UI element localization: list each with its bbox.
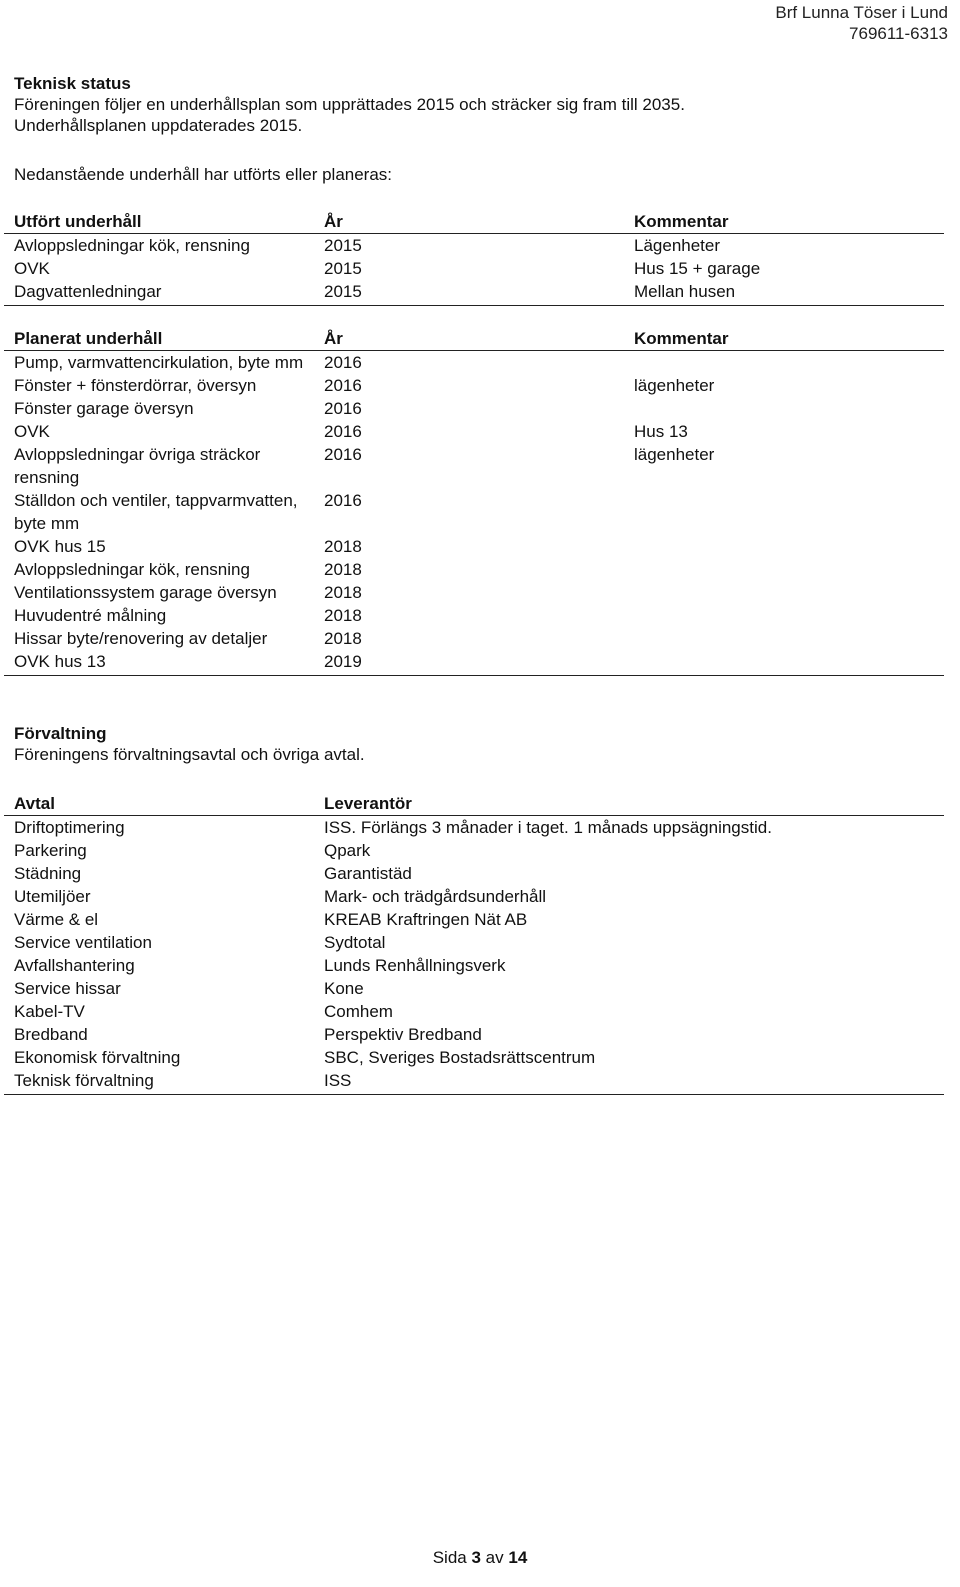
table-row	[4, 627, 944, 650]
table-cell: 2016	[324, 422, 362, 441]
table-cell: Bredband	[14, 1025, 88, 1044]
table-cell: 2016	[324, 399, 362, 418]
table-cell: Pump, varmvattencirkulation, byte mm	[14, 353, 304, 372]
teknisk-status-section	[14, 73, 685, 136]
forvaltning-section	[14, 723, 365, 765]
table-row	[4, 234, 944, 258]
page-header	[775, 2, 948, 44]
table-cell: Perspektiv Bredband	[324, 1025, 482, 1044]
table-cell: Qpark	[324, 841, 371, 860]
table-row	[4, 374, 944, 397]
table-cell: Hissar byte/renovering av detaljer	[14, 629, 268, 648]
header-cell: År	[314, 210, 624, 234]
table-cell: 2015	[314, 280, 624, 306]
table-cell: OVK hus 13	[4, 650, 314, 676]
org-number: 769611-6313	[849, 24, 948, 43]
table-cell: Städning	[14, 864, 82, 883]
table-row	[4, 862, 944, 885]
table-row	[4, 443, 944, 489]
table-cell: Huvudentré målning	[14, 606, 167, 625]
table-cell: Ekonomisk förvaltning	[14, 1048, 181, 1067]
header-cell: Utfört underhåll	[4, 210, 314, 234]
table-row	[4, 280, 944, 306]
table-row	[4, 1023, 944, 1046]
table-cell	[624, 558, 944, 581]
table-cell: Värme & el	[14, 910, 99, 929]
table-cell: 2018	[324, 606, 362, 625]
forvaltning-heading: Förvaltning	[14, 724, 107, 743]
table-cell: Garantistäd	[324, 864, 412, 883]
table-cell	[624, 489, 944, 535]
table-cell: Mark- och trädgårdsunderhåll	[324, 887, 547, 906]
table-cell	[624, 397, 944, 420]
teknisk-line-2: Underhållsplanen uppdaterades 2015.	[14, 116, 303, 135]
table-cell: Avloppsledningar kök, rensning	[14, 560, 250, 579]
table-row	[4, 1000, 944, 1023]
table-cell: Service hissar	[14, 979, 121, 998]
table-row	[4, 558, 944, 581]
table-cell: OVK hus 15	[14, 537, 106, 556]
table-cell: Lunds Renhållningsverk	[324, 956, 506, 975]
table-cell: Utemiljöer	[14, 887, 91, 906]
table-cell: Service ventilation	[14, 933, 152, 952]
teknisk-heading: Teknisk status	[14, 74, 131, 93]
table-cell: Avfallshantering	[14, 956, 135, 975]
table-header-row	[4, 327, 944, 351]
table-cell: Kone	[324, 979, 364, 998]
table-row	[4, 977, 944, 1000]
table-cell: Teknisk förvaltning	[4, 1069, 314, 1095]
table-cell: Fönster + fönsterdörrar, översyn	[14, 376, 257, 395]
table-cell: Lägenheter	[634, 236, 721, 255]
table-row	[4, 397, 944, 420]
table-cell: 2015	[324, 236, 362, 255]
table-row	[4, 604, 944, 627]
table-cell: Driftoptimering	[14, 818, 125, 837]
table-cell: OVK	[14, 422, 50, 441]
table-cell: Kabel-TV	[14, 1002, 85, 1021]
org-name: Brf Lunna Töser i Lund	[775, 3, 948, 22]
table-row	[4, 581, 944, 604]
table-cell: Avloppsledningar kök, rensning	[14, 236, 250, 255]
intro-text: Nedanstående underhåll har utförts eller planeras:	[14, 165, 393, 184]
table-cell	[624, 627, 944, 650]
avtal-table	[4, 792, 944, 1095]
table-cell: 2016	[324, 376, 362, 395]
table-cell	[624, 650, 944, 676]
table-cell: Sydtotal	[324, 933, 386, 952]
planerat-table	[4, 327, 944, 676]
footer-av: av	[485, 1548, 504, 1567]
table-cell: SBC, Sveriges Bostadsrättscentrum	[324, 1048, 596, 1067]
table-cell: Ventilationssystem garage översyn	[14, 583, 277, 602]
table-cell: Parkering	[14, 841, 87, 860]
header-cell: Avtal	[4, 792, 314, 816]
utfort-table	[4, 210, 944, 306]
table-row	[4, 1046, 944, 1069]
header-cell: Planerat underhåll	[4, 327, 314, 351]
table-header-row	[4, 210, 944, 234]
table-row	[4, 885, 944, 908]
table-row	[4, 257, 944, 280]
teknisk-line-1: Föreningen följer en underhållsplan som upprättades 2015 och sträcker sig fram till 2035.	[14, 95, 685, 114]
table-cell: 2015	[324, 259, 362, 278]
table-row	[4, 351, 944, 375]
table-cell: 2018	[324, 583, 362, 602]
table-cell: Comhem	[324, 1002, 393, 1021]
table-cell	[624, 604, 944, 627]
header-cell: Kommentar	[624, 327, 944, 351]
table-row	[4, 489, 944, 535]
table-row	[4, 650, 944, 676]
table-cell: Mellan husen	[624, 280, 944, 306]
table-cell: 2019	[314, 650, 624, 676]
table-cell: ISS	[314, 1069, 944, 1095]
table-row	[4, 954, 944, 977]
table-row	[4, 1069, 944, 1095]
table-cell: 2018	[324, 629, 362, 648]
table-cell: 2016	[324, 353, 362, 372]
table-cell: lägenheter	[634, 376, 715, 395]
table-cell: lägenheter	[634, 445, 715, 464]
header-cell: År	[314, 327, 624, 351]
table-cell: 2018	[324, 537, 362, 556]
footer-page: 3	[471, 1548, 481, 1567]
table-header-row	[4, 792, 944, 816]
table-row	[4, 908, 944, 931]
table-cell	[624, 581, 944, 604]
table-cell	[624, 535, 944, 558]
header-cell: Leverantör	[314, 792, 944, 816]
footer-total: 14	[508, 1548, 528, 1567]
table-cell: 2016	[324, 445, 362, 464]
table-cell: Dagvattenledningar	[4, 280, 314, 306]
table-cell	[624, 351, 944, 375]
table-cell: Hus 13	[634, 422, 688, 441]
header-cell: Kommentar	[624, 210, 944, 234]
table-cell: Hus 15 + garage	[634, 259, 761, 278]
table-row	[4, 816, 944, 840]
forvaltning-text: Föreningens förvaltningsavtal och övriga avtal.	[14, 745, 365, 764]
table-row	[4, 839, 944, 862]
table-cell: OVK	[14, 259, 50, 278]
table-row	[4, 931, 944, 954]
table-cell: Ställdon och ventiler, tappvarmvatten, byte mm	[14, 491, 298, 533]
table-cell: 2016	[324, 491, 362, 510]
table-cell: 2018	[324, 560, 362, 579]
table-cell: ISS. Förlängs 3 månader i taget. 1 månads uppsägningstid.	[324, 818, 772, 837]
table-row	[4, 535, 944, 558]
table-cell: Avloppsledningar övriga sträckor rensning	[14, 445, 261, 487]
page-footer	[0, 1548, 960, 1568]
table-cell: Fönster garage översyn	[14, 399, 194, 418]
table-cell: KREAB Kraftringen Nät AB	[324, 910, 528, 929]
footer-sida: Sida	[432, 1548, 467, 1567]
table-row	[4, 420, 944, 443]
